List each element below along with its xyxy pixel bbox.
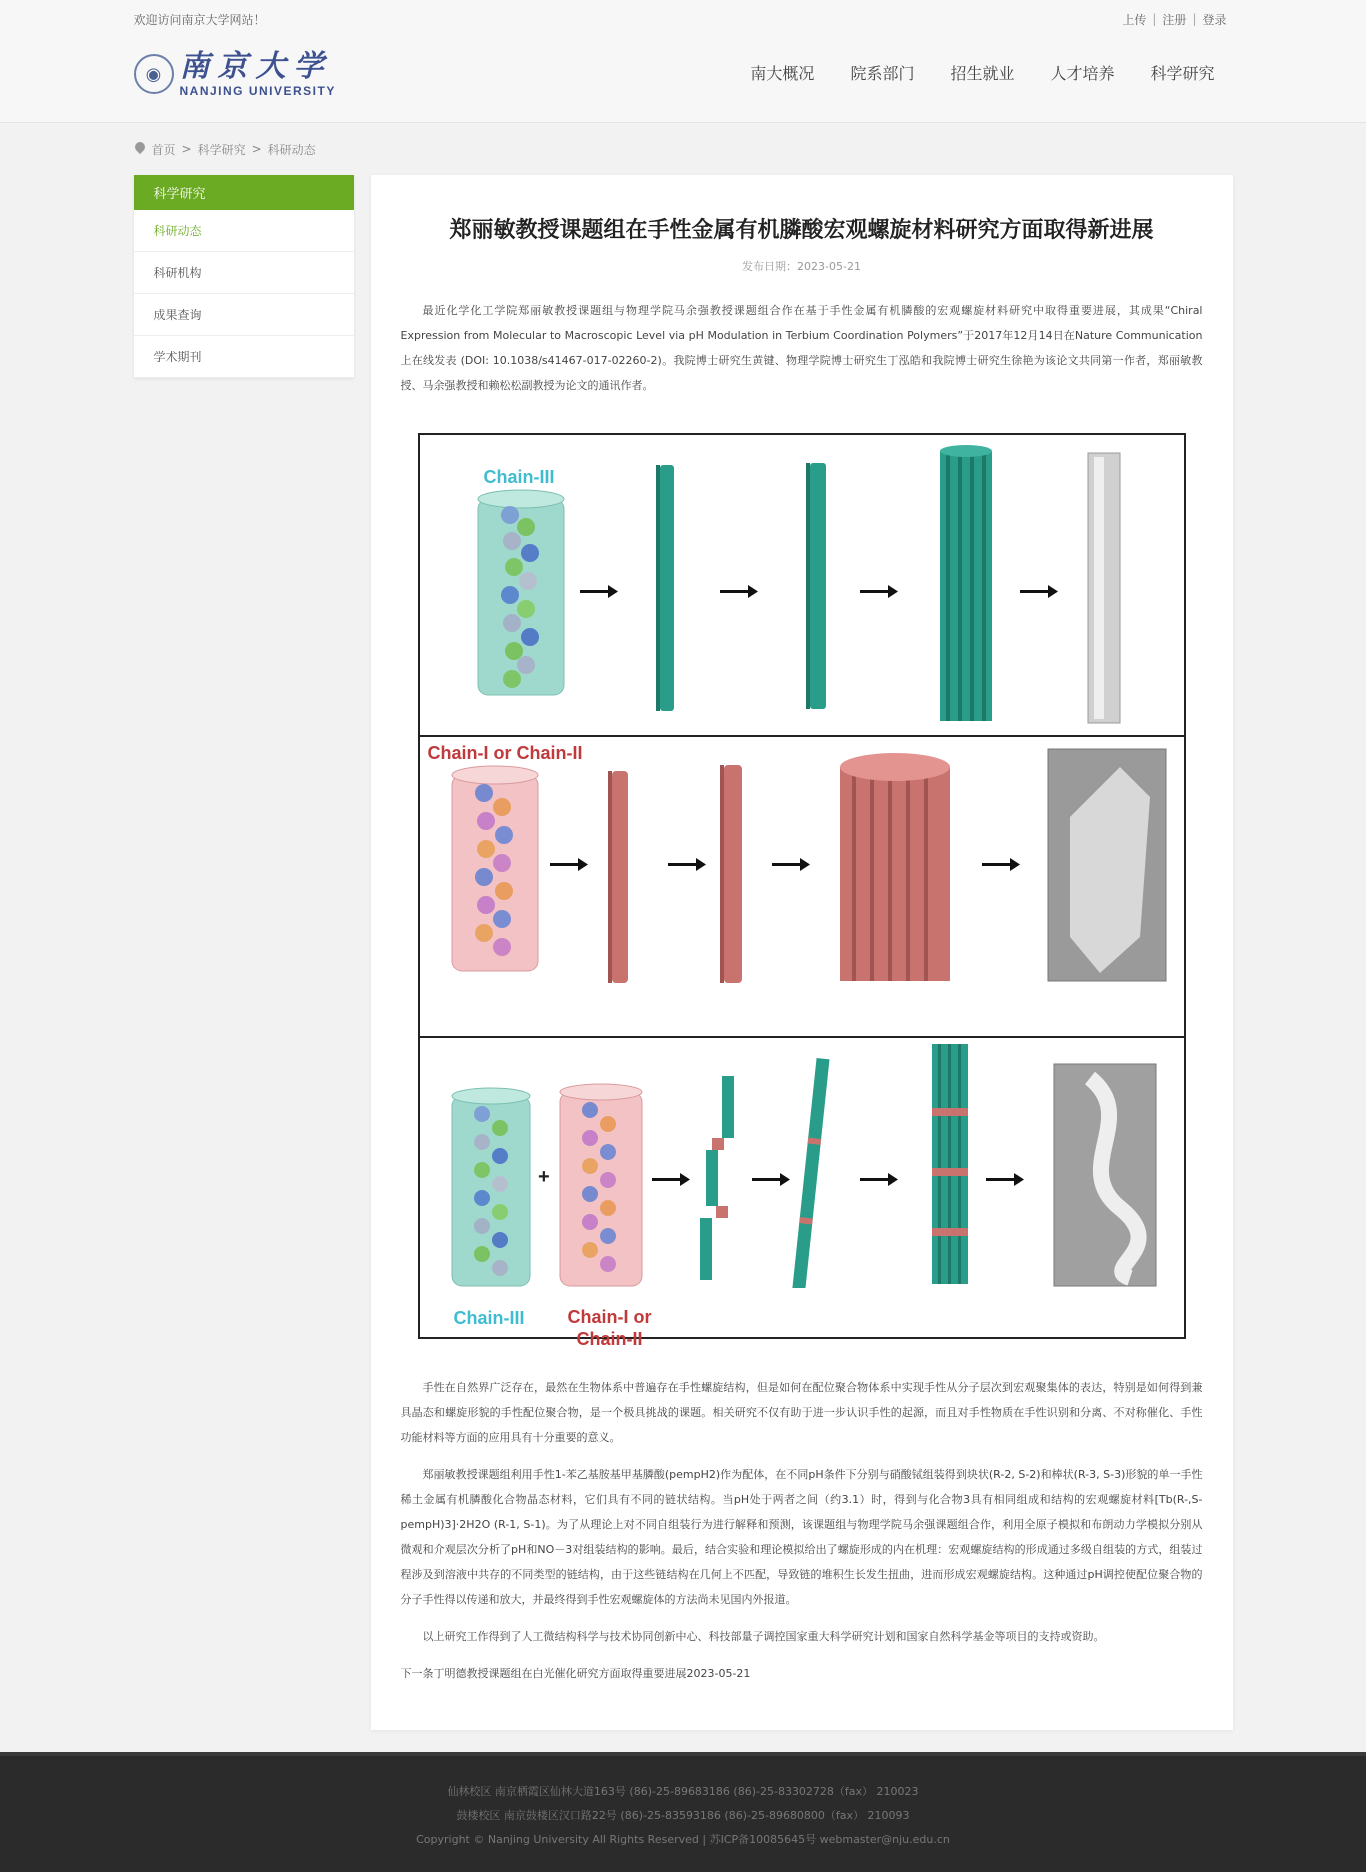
article-figure: [418, 433, 1186, 1349]
sidebar-item-journals[interactable]: 学术期刊: [134, 336, 354, 378]
next-article-link[interactable]: 下一条丁明德教授课题组在白光催化研究方面取得重要进展2023-05-21: [400, 1667, 751, 1680]
chain-i-ii-assembly-graphic: [420, 737, 1184, 993]
sidebar-item-achievements[interactable]: 成果查询: [134, 294, 354, 336]
publish-date: 发布日期：2023-05-21: [742, 260, 861, 273]
nav-item-departments[interactable]: 院系部门: [850, 64, 915, 83]
sidebar-item-research-news[interactable]: 科研动态: [134, 210, 354, 252]
label-chain-iii: Chain-III: [483, 467, 555, 487]
sidebar-item-institutes[interactable]: 科研机构: [134, 252, 354, 294]
main-nav: [732, 56, 1232, 92]
site-footer: [0, 1752, 1366, 1872]
top-links: [1116, 11, 1232, 28]
label-chain-i-or-ii: Chain-I or Chain-II: [427, 743, 583, 763]
breadcrumb-separator: >: [181, 142, 192, 156]
article-paragraph: 最近化学化工学院郑丽敏教授课题组与物理学院马余强教授课题组合作在基于手性金属有机膦酸的宏观螺旋材料研究中取得重要进展，其成果“Chiral Expression from Molecular to Macroscopic Level via pH Modulation in Terbium Coordination Polymers”于2017年12月14日在Nature Communication上在线发表 (DOI: 10.1038/s41467-017-02260-2)。我院博士研究生黄键、物理学院博士研究生丁泓皓和我院博士研究生徐艳为该论文共同第一作者，郑丽敏教授、马余强教授和赖松松副教授为论文的通讯作者。: [400, 304, 1203, 392]
article-title: 郑丽敏教授课题组在手性金属有机膦酸宏观螺旋材料研究方面取得新进展: [449, 218, 1154, 243]
breadcrumb-separator: >: [251, 142, 262, 156]
figure-panel-bottom: [420, 1038, 1184, 1349]
top-bar: [134, 0, 1233, 38]
breadcrumb-home[interactable]: 首页: [151, 142, 176, 157]
divider: |: [1152, 12, 1157, 26]
mixed-chain-assembly-graphic: [420, 1038, 1184, 1288]
label-chain-i-or-ii: Chain-I or Chain-II: [567, 1307, 652, 1349]
logo-chinese: 南京大学: [179, 49, 332, 84]
article-paragraph: 手性在自然界广泛存在，最然在生物体系中普遍存在手性螺旋结构，但是如何在配位聚合物体系中实现手性从分子层次到宏观聚集体的表达，特别是如何得到兼具晶态和螺旋形貌的手性配位聚合物，是一个极具挑战的课题。相关研究不仅有助于进一步认识手性的起源，而且对手性物质在手性识别和分离、不对称催化、手性功能材料等方面的应用具有十分重要的意义。: [400, 1381, 1203, 1444]
breadcrumb-current[interactable]: 科研动态: [267, 142, 316, 157]
seal-icon: ◉: [134, 54, 174, 94]
upload-link[interactable]: 上传: [1122, 12, 1147, 27]
article: [371, 175, 1233, 1730]
welcome-text: 欢迎访问南京大学网站！: [133, 12, 266, 27]
footer-copyright: Copyright © Nanjing University All Rights Reserved | 苏ICP备10085645号 webmaster@nju.edu.cn: [416, 1833, 950, 1846]
plus-sign: +: [537, 1166, 550, 1188]
figure-panel-middle: [420, 737, 1184, 1038]
register-link[interactable]: 注册: [1162, 12, 1187, 27]
logo-english: NANJING UNIVERSITY: [179, 84, 336, 98]
sidebar-title: 科学研究: [134, 175, 354, 210]
university-logo[interactable]: [134, 44, 336, 104]
footer-campus-xianlin: 仙林校区 南京栖霞区仙林大道163号 (86)-25-89683186 (86)-25-83302728（fax） 210023: [447, 1785, 919, 1798]
article-paragraph: 郑丽敏教授课题组利用手性1-苯乙基胺基甲基膦酸(pempH2)作为配体，在不同pH条件下分别与硝酸铽组装得到块状(R-2, S-2)和棒状(R-3, S-3)形貌的单一手性稀土金属有机膦酸化合物晶态材料，它们具有不同的链状结构。当pH处于两者之间（约3.1）时，得到与化合物3具有相同组成和结构的宏观螺旋材料[Tb(R-,S-pempH)3]·2H2O (R-1, S-1)。为了从理论上对不同自组装行为进行解释和预测，该课题组与物理学院马余强课题组合作，利用全原子模拟和布朗动力学模拟分别从微观和介观层次分析了pH和NO－3对组装结构的影响。最后，结合实验和理论模拟给出了螺旋形成的内在机理：宏观螺旋结构的形成通过多级自组装的方式，组装过程涉及到溶液中共存的不同类型的链结构，由于这些链结构在几何上不匹配，导致链的堆积生长发生扭曲，进而形成宏观螺旋结构。这种通过pH调控使配位聚合物的分子手性得以传递和放大，并最终得到手性宏观螺旋体的方法尚未见国内外报道。: [400, 1468, 1203, 1606]
divider: |: [1192, 12, 1197, 26]
figure-panel-top: [420, 435, 1184, 737]
nav-item-overview[interactable]: 南大概况: [750, 64, 815, 83]
footer-campus-gulou: 鼓楼校区 南京鼓楼区汉口路22号 (86)-25-83593186 (86)-25-89680800（fax） 210093: [456, 1809, 910, 1822]
sidebar: [134, 175, 354, 378]
breadcrumb: [134, 123, 1233, 175]
breadcrumb-section[interactable]: 科学研究: [197, 142, 246, 157]
nav-item-education[interactable]: 人才培养: [1050, 64, 1115, 83]
label-chain-iii: Chain-III: [453, 1308, 525, 1328]
login-link[interactable]: 登录: [1202, 12, 1227, 27]
nav-item-admissions[interactable]: 招生就业: [950, 64, 1015, 83]
site-header: [0, 0, 1366, 123]
nav-item-research[interactable]: 科学研究: [1150, 64, 1215, 83]
article-paragraph: 以上研究工作得到了人工微结构科学与技术协同创新中心、科技部量子调控国家重大科学研究计划和国家自然科学基金等项目的支持或资助。: [422, 1630, 1105, 1643]
location-pin-icon: [134, 142, 146, 156]
